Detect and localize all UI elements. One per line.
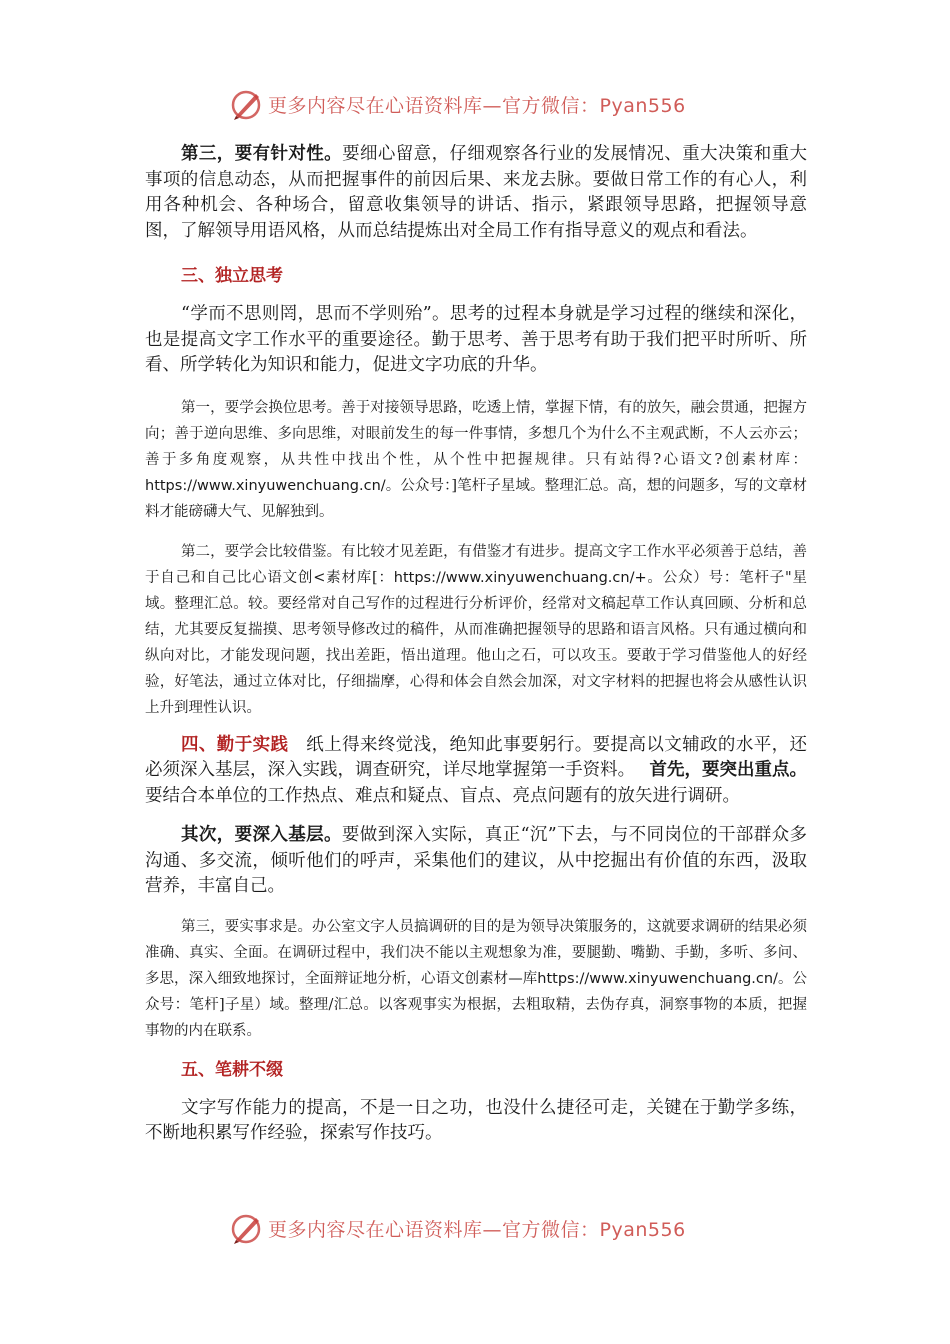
banner-text: 更多内容尽在心语资料库—官方微信：Pyan556: [268, 1218, 686, 1241]
paragraph-text: 。公众号：]笔杆子星域。整理汇总。高，想的问题多，写的文章材料才能磅礴大气、见解独到。: [145, 477, 807, 520]
paragraph-lead: 第三，要有针对性。: [181, 144, 343, 164]
paragraph-targeting: [145, 142, 807, 244]
paragraph-text: 。公众）号：笔杆子"星域。整理汇总。较。要经常对自己写作的过程进行分析评价，经常对文稿起草工作认真回顾、分析和总结，尤其要反复揣摸、思考领导修改过的稿件，从而准确把握领导的思路和语言风格。只有通过横向和纵向对比，才能发现问题，找出差距，悟出道理。他山之石，可以攻玉。要敢于学习借鉴他人的好经验，好笔法，通过立体对比，仔细揣摩，心得和体会自然会加深，对文字材料的把握也将会从感性认识上升到理性认识。: [145, 569, 808, 716]
paragraph-text: 要做到深入实际，真正“沉”下去，与不同岗位的干部群众多沟通、多交流，倾听他们的呼声，采集他们的建议，从中挖掘出有价值的东西，汲取营养，丰富自己。: [145, 825, 807, 896]
banner-text: 更多内容尽在心语资料库—官方微信：Pyan556: [268, 94, 686, 117]
paragraph-grassroots: [145, 823, 807, 900]
paragraph-writing: 文字写作能力的提高，不是一日之功，也没什么捷径可走，关键在于勤学多练，不断地积累写作经验，探索写作技巧。: [145, 1097, 807, 1143]
paragraph-practice: [145, 733, 807, 810]
paragraph-comparison: [145, 539, 807, 721]
paragraph-text: 纸上得来终觉浅，绝知此事要躬行。要提高以文辅政的水平，还必须深入基层，深入实践，调查研究，详尽地掌握第一手资料。: [145, 734, 808, 780]
source-url: https://www.xinyuwenchuang.cn/: [537, 970, 778, 987]
paragraph-text: 要结合本单位的工作热点、难点和疑点、盲点、亮点问题有的放矢进行调研。: [145, 785, 740, 806]
paragraph-text: 要细心留意，仔细观察各行业的发展情况、重大决策和重大事项的信息动态，从而把握事件的前因后果、来龙去脉。要做日常工作的有心人，利用各种机会、各种场合，留意收集领导的讲话、指示，紧跟领导思路，把握领导意图，了解领导用语风格，从而总结提炼出对全局工作有指导意义的观点和看法。: [145, 144, 808, 241]
paragraph-text: 第二，要学会比较借鉴。有比较才见差距，有借鉴才有进步。提高文字工作水平必须善于总结，善于自己和自己比心语文创<素材库[：: [145, 543, 807, 586]
paragraph-thinking: “学而不思则罔，思而不学则殆”。思考的过程本身就是学习过程的继续和深化，也是提高文字工作水平的重要途径。勤于思考、善于思考有助于我们把平时所听、所看、所学转化为知识和能力，促进文字功底的升华。: [145, 304, 807, 375]
section-heading-4: 四、勤于实践: [181, 734, 289, 755]
paragraph-text: 第一，要学会换位思考。善于对接领导思路，吃透上情，掌握下情，有的放矢，融会贯通，把握方向；善于逆向思维、多向思维，对眼前发生的每一件事情，多想几个为什么不主观武断，不人云亦云；善于多角度观察，从共性中找出个性，从个性中把握规律。只有站得?心语文?创素材库：: [145, 399, 807, 468]
source-url: https://www.xinyuwenchuang.cn/: [145, 477, 386, 494]
document-body: [145, 142, 807, 1147]
paragraph-lead: 首先，要突出重点。: [649, 760, 807, 780]
source-url: https://www.xinyuwenchuang.cn/+: [393, 569, 647, 586]
paragraph-lead: 其次，要深入基层。: [181, 825, 342, 845]
paragraph-text: 第三，要实事求是。办公室文字人员搞调研的目的是为领导决策服务的，这就要求调研的结果必须准确、真实、全面。在调研过程中，我们决不能以主观想象为准，要腿勤、嘴勤、手勤，多听、多问、多思，深入细致地探讨，全面辩证地分析，心语文创素材—库: [145, 918, 807, 987]
section-heading-5: 五、笔耕不缀: [181, 1059, 283, 1080]
section-heading-3: 三、独立思考: [181, 266, 283, 286]
pen-circle-icon: [228, 86, 264, 122]
pen-circle-icon: [228, 1210, 264, 1246]
paragraph-perspective: [145, 395, 807, 525]
paragraph-truth: [145, 914, 807, 1044]
paragraph-text: 。公众号：笔杆]子星）域。整理/汇总。以客观事实为根据，去粗取精，去伪存真，洞察事物的本质，把握事物的内在联系。: [145, 970, 808, 1039]
header-banner: [228, 84, 728, 124]
footer-banner: [228, 1208, 728, 1248]
